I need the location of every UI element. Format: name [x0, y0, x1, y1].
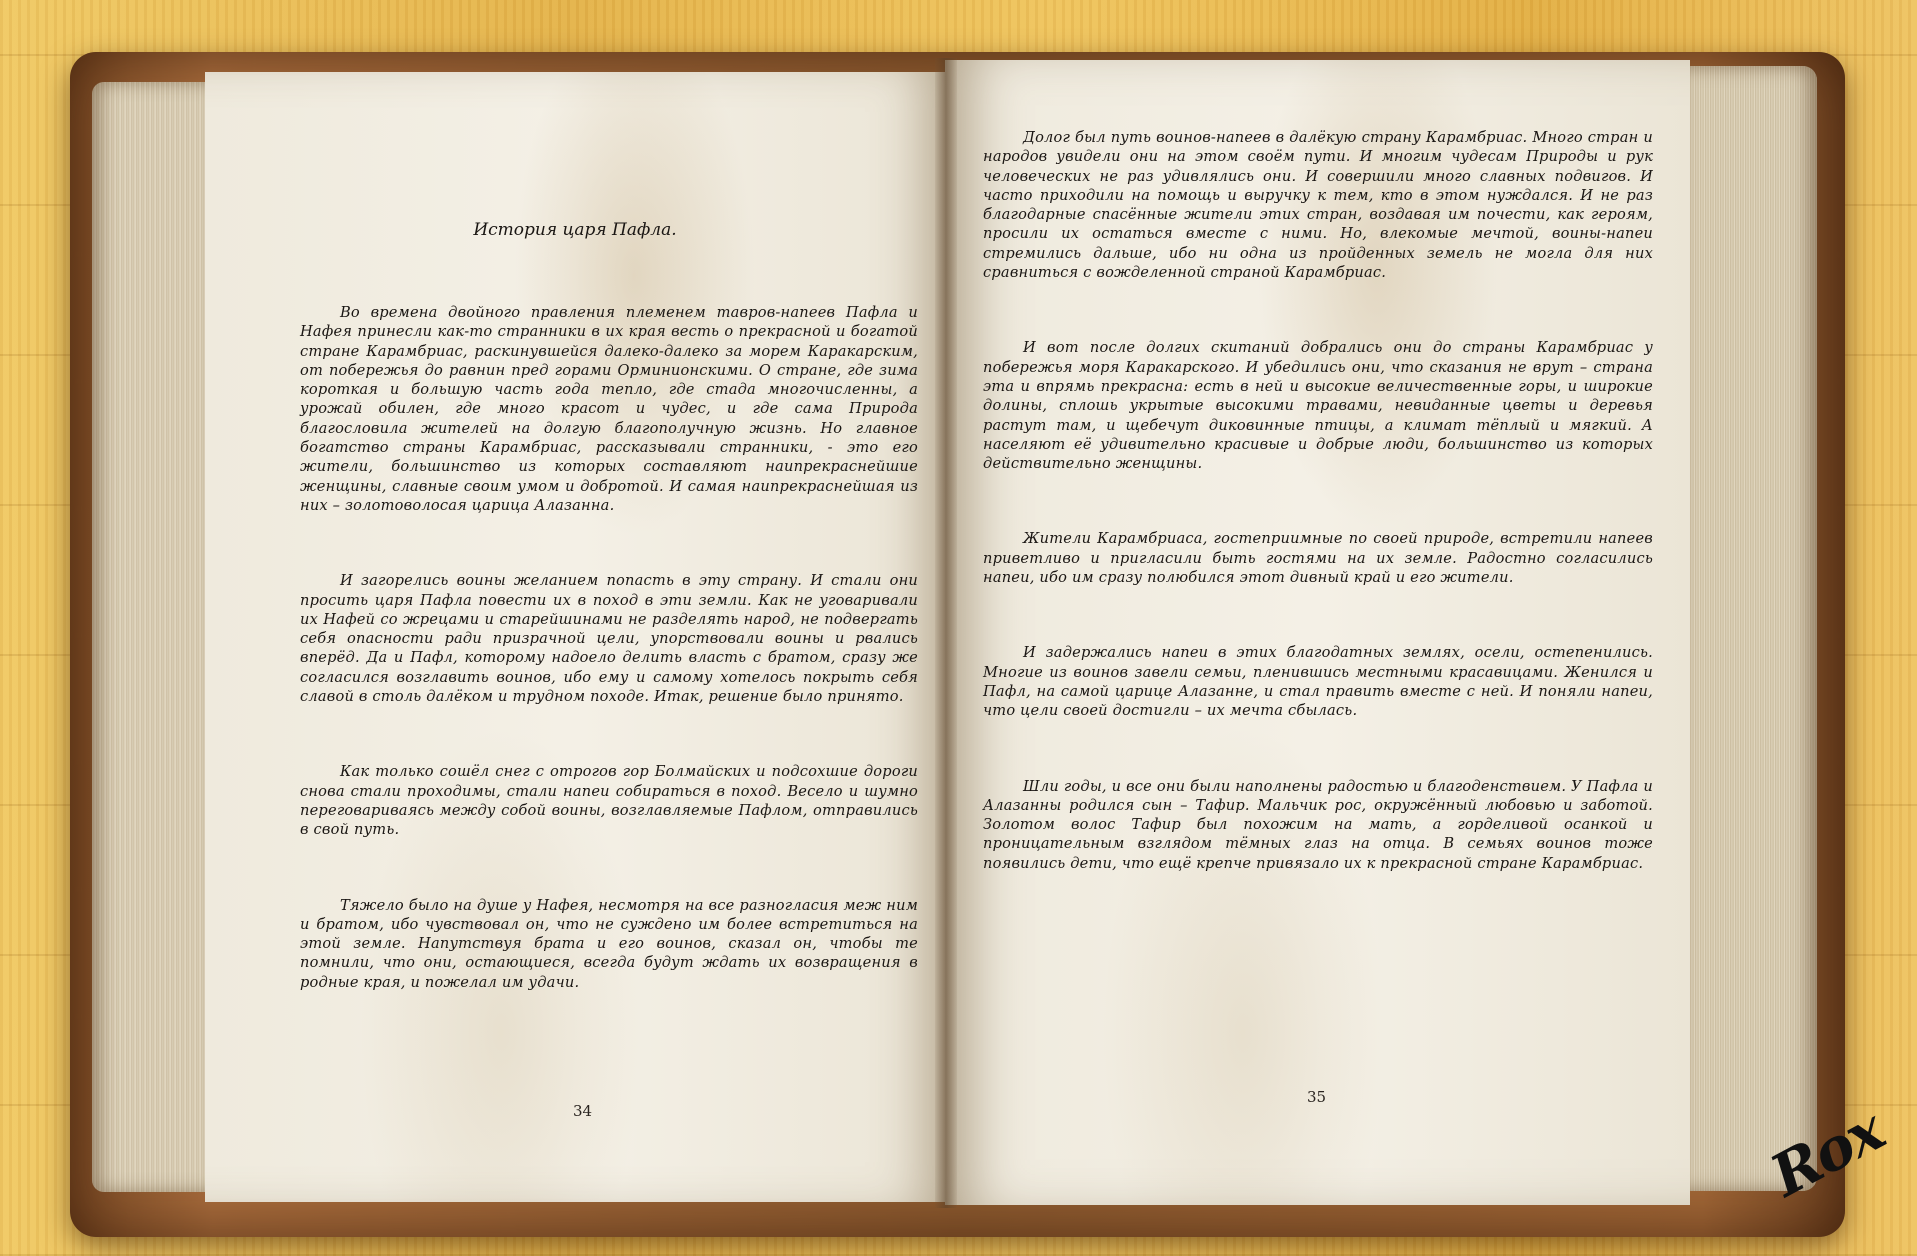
page-edges-left [92, 82, 212, 1192]
signature-mark: Rox [1760, 1095, 1894, 1211]
page-number-right: 35 [1307, 1088, 1327, 1106]
page-number-left: 34 [573, 1102, 593, 1120]
paragraph: И вот после долгих скитаний добрались они до страны Карамбриас у побережья моря Каракарского. И убедились они, что сказания не врут – страна эта и впрямь прекрасна: есть в ней и высокие величественные горы, и широкие долины, сплошь укрытые высокими травами, невиданные цветы и деревья растут там, и щебечут диковинные птицы, а климат тёплый и мягкий. А населяют её удивительно красивые и добрые люди, большинство из которых действительно женщины. [983, 339, 1653, 473]
left-page-text [300, 303, 918, 992]
right-page-text [983, 128, 1653, 873]
paragraph: Во времена двойного правления племенем тавров-напеев Пафла и Нафея принесли как-то странники в их края весть о прекрасной и богатой стране Карамбриас, раскинувшейся далеко-далеко за морем Каракарским, от побережья до равнин пред горами Орминионскими. О стране, где зима короткая и большую часть года тепло, где стада многочисленны, а урожай обилен, где много красот и чудес, и где сама Природа благословила жителей на долгую благополучную жизнь. Но главное богатство страны Карамбриас, рассказывали странники, - это его жители, большинство из которых составляют наипрекраснейшие женщины, славные своим умом и добротой. И самая наипрекраснейшая из них – золотоволосая царица Алазанна. [300, 304, 918, 514]
paragraph: Жители Карамбриаса, гостеприимные по своей природе, встретили напеев приветливо и пригласили быть гостями на их земле. Радостно согласились напеи, ибо им сразу полюбился этот дивный край и его жители. [983, 530, 1653, 587]
paragraph: Долог был путь воинов-напеев в далёкую страну Карамбриас. Много стран и народов увидели они на этом своём пути. И многим чудесам Природы и рук человеческих не раз удивлялись они. И совершили много славных подвигов. И часто приходили на помощь и выручку к тем, кто в этом нуждался. И не раз благодарные спасённые жители этих стран, воздавая им почести, как героям, просили их остаться вместе с ними. Но, влекомые мечтой, воины-напеи стремились дальше, ибо ни одна из пройденных земель не могла для них сравниться с вожделенной страной Карамбриас. [983, 129, 1653, 282]
paragraph: И задержались напеи в этих благодатных землях, осели, остепенились. Многие из воинов завели семьи, пленившись местными красавицами. Женился и Пафл, на самой царице Алазанне, и стал править вместе с ней. И поняли напеи, что цели своей достигли – их мечта сбылась. [983, 644, 1653, 720]
chapter-title: История царя Пафла. [473, 220, 677, 240]
paragraph: Тяжело было на душе у Нафея, несмотря на все разногласия меж ним и братом, ибо чувствовал он, что не суждено им более встретиться на этой земле. Напутствуя брата и его воинов, сказал он, чтобы те помнили, что они, остающиеся, всегда будут ждать их возвращения в родные края, и пожелал им удачи. [300, 896, 918, 991]
paragraph: Шли годы, и все они были наполнены радостью и благоденствием. У Пафла и Алазанны родился сын – Тафир. Мальчик рос, окружённый любовью и заботой. Золотом волос Тафир был похожим на мать, а горделивой осанкой и проницательным взглядом тёмных глаз на отца. В семьях воинов тоже появились дети, что ещё крепче привязало их к прекрасной стране Карамбриас. [983, 777, 1653, 872]
paragraph: И загорелись воины желанием попасть в эту страну. И стали они просить царя Пафла повести их в поход в эти земли. Как не уговаривали их Нафей со жрецами и старейшинами не разделять народ, не подвергать себя опасности ради призрачной цели, упорствовали воины и рвались вперёд. Да и Пафл, которому надоело делить власть с братом, сразу же согласился возглавить воинов, ибо ему и самому хотелось покрыть себя славой в столь далёком и трудном походе. Итак, решение было принято. [300, 572, 918, 706]
paragraph: Как только сошёл снег с отрогов гор Болмайских и подсохшие дороги снова стали проходимы, стали напеи собираться в поход. Весело и шумно переговариваясь между собой воины, возглавляемые Пафлом, отправились в свой путь. [300, 763, 918, 839]
page-edges-right [1685, 66, 1817, 1191]
